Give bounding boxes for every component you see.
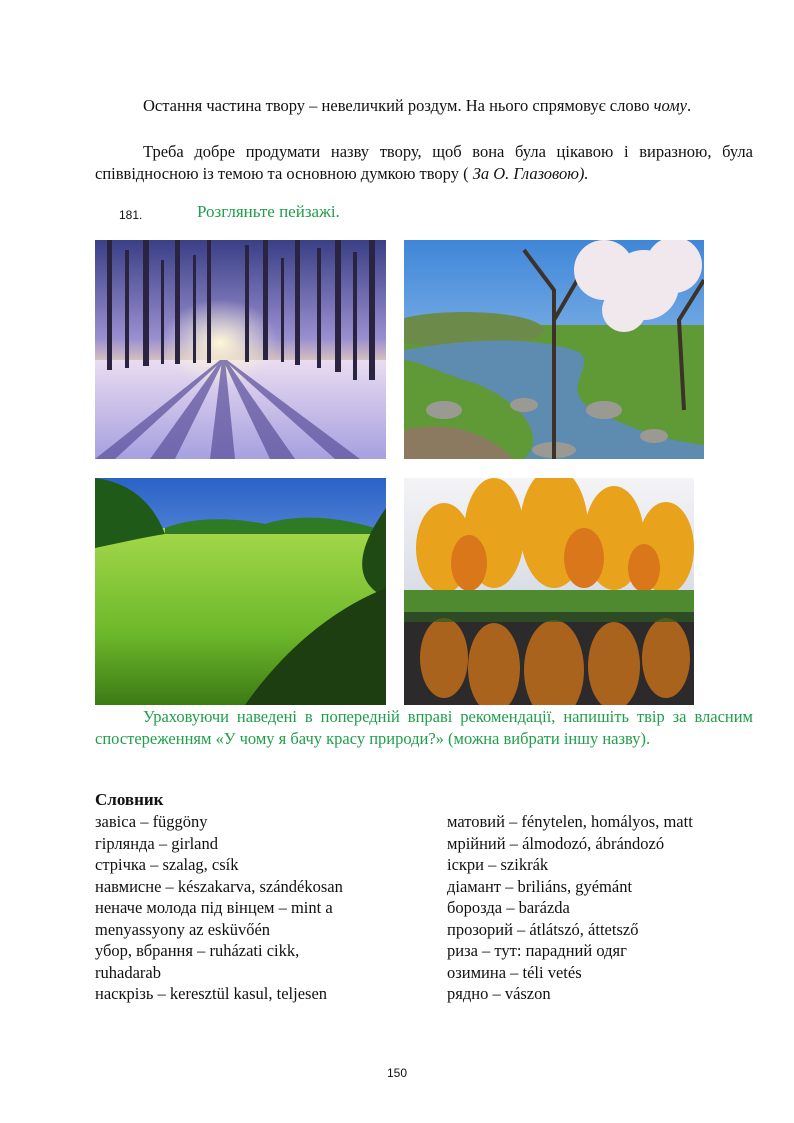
glossary-entry: стрічка – szalag, csík (95, 855, 239, 874)
glossary-entry: неначе молода під вінцем – mint a (95, 898, 333, 917)
glossary-entry: ruhadarab (95, 962, 161, 982)
glossary-entry: рядно – vászon (447, 984, 551, 1003)
exercise-task: Розгляньте пейзажі. (197, 202, 340, 221)
glossary-entry: борозда – barázda (447, 898, 570, 917)
glossary-entry: матовий – fénytelen, homályos, matt (447, 812, 693, 831)
glossary-entry: гірлянда – girland (95, 833, 218, 853)
autumn-lake-photo (404, 478, 694, 705)
glossary-entry: навмисне – készakarva, szándékosan (95, 876, 343, 896)
glossary-title: Словник (95, 790, 164, 809)
winter-forest-photo (95, 240, 386, 459)
spring-stream-photo (404, 240, 704, 459)
exercise-number: 181. (119, 208, 143, 222)
intro-paragraph-1 (95, 95, 753, 117)
glossary-entry: озимина – téli vetés (447, 962, 582, 982)
glossary-entry: завіса – függöny (95, 812, 208, 831)
glossary-entry: menyassyony az esküvőén (95, 919, 271, 939)
intro-end-1: . (687, 96, 692, 115)
intro-paragraph-2 (95, 141, 753, 184)
glossary-right-column (447, 811, 767, 1005)
intro-text-2: Треба добре продумати назву твору, щоб вона була цікавою і виразною, була співвідносною із темою та основною думкою твору ( (95, 142, 753, 183)
glossary-entry: діамант – briliáns, gyémánt (447, 876, 633, 896)
intro-text-1: Остання частина твору – невеличкий роздум. На нього спрямовує слово (143, 96, 654, 115)
green-meadow-photo (95, 478, 386, 705)
glossary-entry: риза – тут: парадний одяг (447, 941, 627, 960)
glossary-entry: іскри – szikrák (447, 855, 549, 874)
source-citation: За О. Глазовою). (472, 163, 589, 183)
exercise-followup: Ураховуючи наведені в попередній вправі рекомендації, напишіть твір за власним спостереженням «У чому я бачу красу природи?» (можна вибрати іншу назву). (95, 707, 753, 748)
intro-italic-word: чому (653, 96, 687, 115)
glossary-entry: наскрізь – keresztül kasul, teljesen (95, 984, 328, 1003)
glossary-left-column (95, 811, 425, 1005)
glossary-entry: мрійний – álmodozó, ábrándozó (447, 833, 665, 853)
glossary-entry: убор, вбрання – ruházati cikk, (95, 941, 300, 960)
page-number: 150 (386, 1066, 408, 1080)
glossary-entry: прозорий – átlátszó, áttetsző (447, 919, 639, 939)
